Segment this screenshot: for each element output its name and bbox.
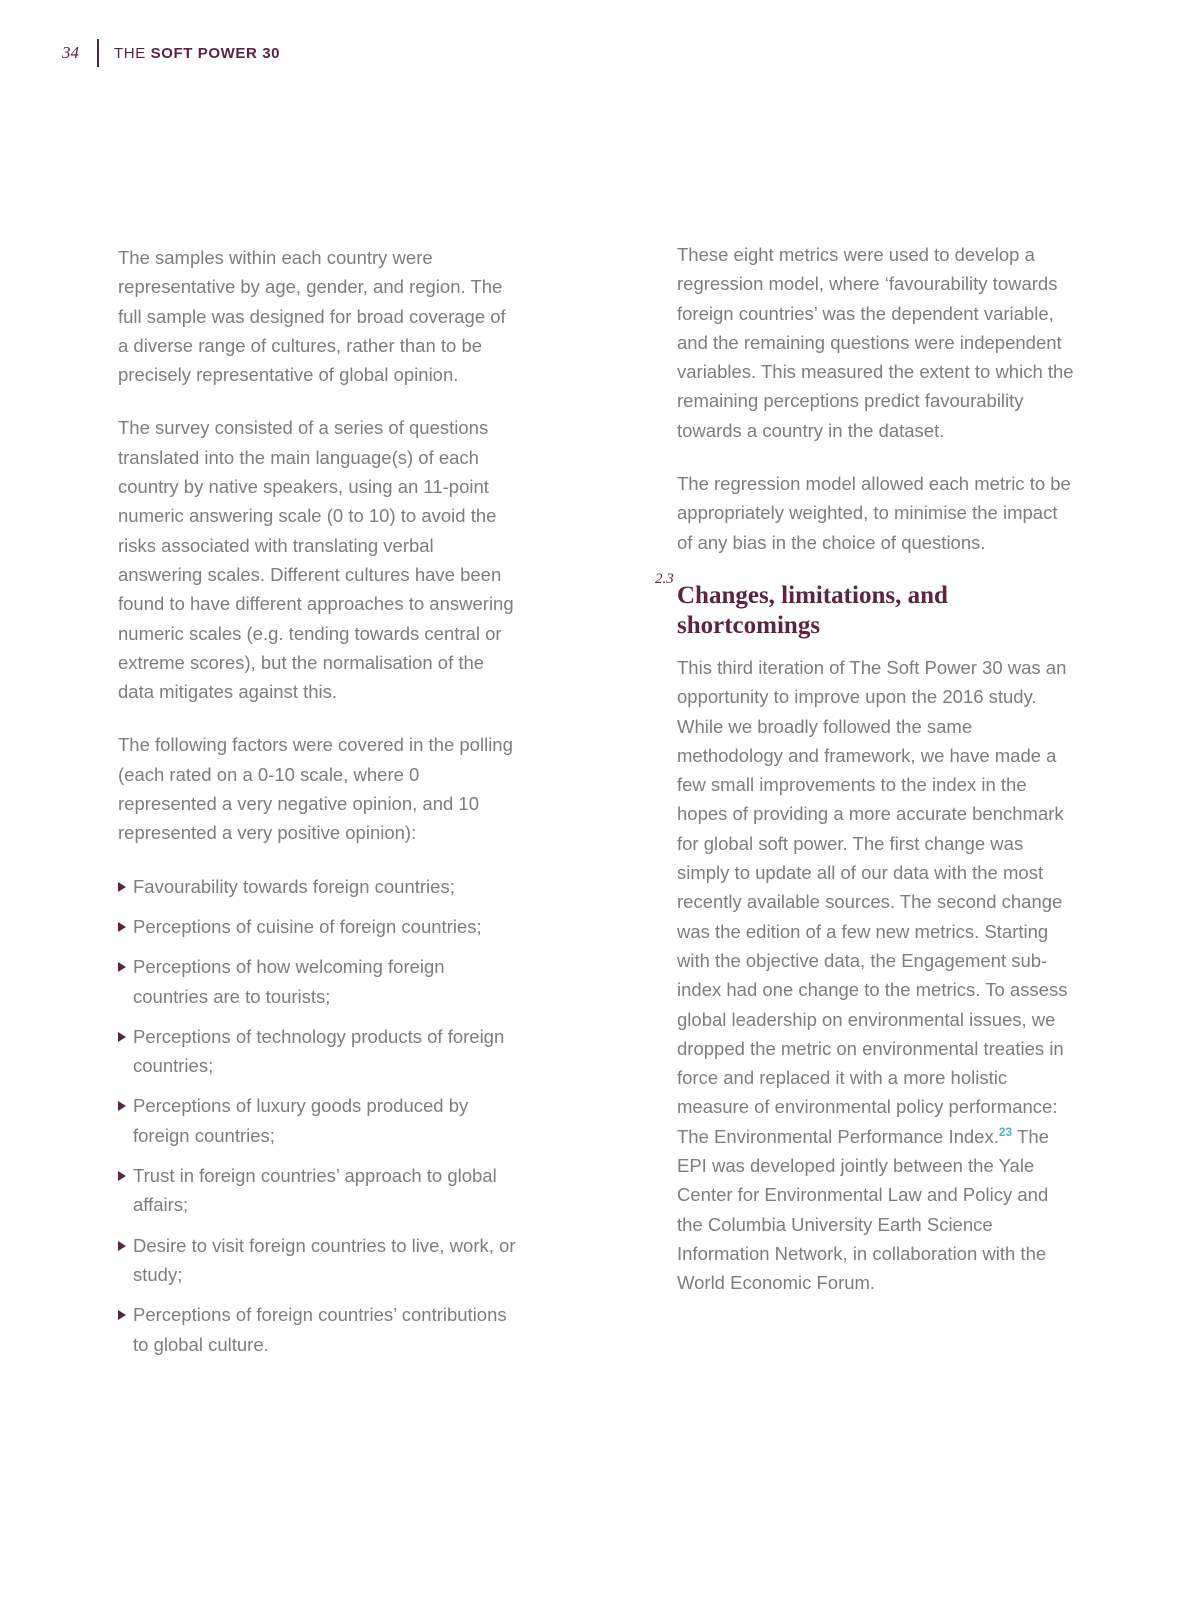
section-body (677, 653, 1077, 1298)
list-item-text: Perceptions of luxury goods produced by foreign countries; (133, 1095, 469, 1146)
title-bold: SOFT POWER 30 (150, 44, 281, 62)
list-item (118, 952, 518, 1011)
footnote-reference[interactable]: 23 (998, 1124, 1013, 1139)
bullet-arrow-icon (118, 1310, 126, 1320)
body-paragraph: The samples within each country were representative by age, gender, and region. The full sample was designed for broad coverage of a diverse range of cultures, rather than to be precisely representative of global opinion. (118, 247, 506, 386)
body-paragraph: These eight metrics were used to develop a regression model, where ‘favourability towards foreign countries’ was the dependent variable, and the remaining questions were independent variables. This measured the extent to which the remaining perceptions predict favourability towards a country in the dataset. (677, 244, 1074, 441)
bullet-arrow-icon (118, 1101, 126, 1111)
list-item (118, 1161, 518, 1220)
bullet-arrow-icon (118, 882, 126, 892)
section-2-3 (655, 570, 1077, 1298)
body-paragraph: The following factors were covered in the polling (each rated on a 0-10 scale, where 0 represented a very negative opinion, and 10 represented a very positive opinion): (118, 734, 513, 844)
list-item (118, 1022, 518, 1081)
body-paragraph: The survey consisted of a series of questions translated into the main language(s) of each country by native speakers, using an 11-point numeric answering scale (0 to 10) to avoid the risks associated with translating verbal answering scales. Different cultures have been found to have different approaches to answering numeric scales (e.g. tending towards central or extreme scores), but the normalisation of the data mitigates against this. (118, 417, 514, 703)
list-item-text: Perceptions of how welcoming foreign countries are to tourists; (133, 956, 445, 1007)
body-paragraph: The regression model allowed each metric to be appropriately weighted, to minimise the impact of any bias in the choice of questions. (677, 473, 1071, 553)
list-item (118, 1231, 518, 1290)
right-column (655, 240, 1077, 1322)
list-item-text: Desire to visit foreign countries to live, work, or study; (133, 1234, 516, 1285)
page-header (62, 38, 280, 68)
header-divider (97, 39, 99, 67)
publication-title (114, 45, 280, 62)
list-item-text: Trust in foreign countries’ approach to global affairs; (133, 1165, 497, 1216)
page-number: 34 (62, 43, 79, 62)
list-item-text: Perceptions of technology products of foreign countries; (133, 1025, 505, 1077)
bullet-arrow-icon (118, 1032, 126, 1042)
title-prefix: THE (114, 44, 146, 62)
list-item-text: Perceptions of foreign countries’ contributions to global culture. (133, 1304, 507, 1355)
bullet-arrow-icon (118, 1171, 126, 1181)
polling-factors-list (118, 872, 518, 1359)
section-body-text-continued: The EPI was developed jointly between the Yale Center for Environmental Law and Policy and the Columbia University Earth Science Information Network, in collaboration with the World Economic Forum. (677, 1125, 1049, 1294)
list-item (118, 1091, 518, 1150)
bullet-arrow-icon (118, 962, 126, 972)
bullet-arrow-icon (118, 922, 126, 932)
section-heading: Changes, limitations, and shortcomings (677, 581, 948, 639)
list-item-text: Favourability towards foreign countries; (133, 875, 455, 897)
list-item (118, 872, 518, 901)
section-body-text: This third iteration of The Soft Power 30 was an opportunity to improve upon the 2016 study. While we broadly followed the same methodology and framework, we have made a few small improvements to the index in the hopes of providing a more accurate benchmark for global soft power. The first change was simply to update all of our data with the most recently available sources. The second change was the edition of a few new metrics. Starting with the objective data, the Engagement sub-index had one change to the metrics. To assess global leadership on environmental issues, we dropped the metric on environmental treaties in force and replaced it with a more holistic measure of environmental policy performance: The Environmental Performance Index. (677, 656, 1068, 1147)
list-item (118, 912, 518, 941)
left-column (118, 243, 518, 1370)
list-item-text: Perceptions of cuisine of foreign countries; (133, 915, 482, 937)
list-item (118, 1300, 518, 1359)
bullet-arrow-icon (118, 1241, 126, 1251)
section-number: 2.3 (655, 570, 674, 587)
